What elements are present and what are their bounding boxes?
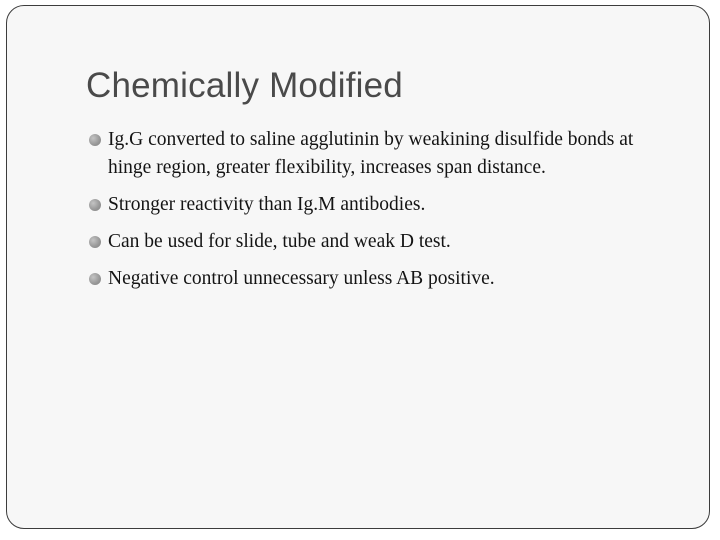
bullet-item: [87, 126, 667, 182]
bullet-text: Can be used for slide, tube and weak D test.: [108, 231, 451, 252]
bullet-text: Stronger reactivity than Ig.M antibodies.: [108, 194, 426, 215]
bullet-dot-icon: [89, 273, 101, 285]
bullet-dot-icon: [89, 236, 101, 248]
bullet-text: Ig.G converted to saline agglutinin by weakining disulfide bonds at hinge region, greater flexibility, increases span distance.: [108, 129, 634, 178]
slide-frame: [6, 5, 710, 529]
bullet-list: [87, 126, 667, 302]
bullet-text: Negative control unnecessary unless AB positive.: [108, 268, 495, 289]
bullet-dot-icon: [89, 199, 101, 211]
bullet-item: [87, 228, 667, 256]
slide-title: Chemically Modified: [86, 66, 403, 105]
bullet-item: [87, 265, 667, 293]
bullet-item: [87, 191, 667, 219]
bullet-dot-icon: [89, 134, 101, 146]
